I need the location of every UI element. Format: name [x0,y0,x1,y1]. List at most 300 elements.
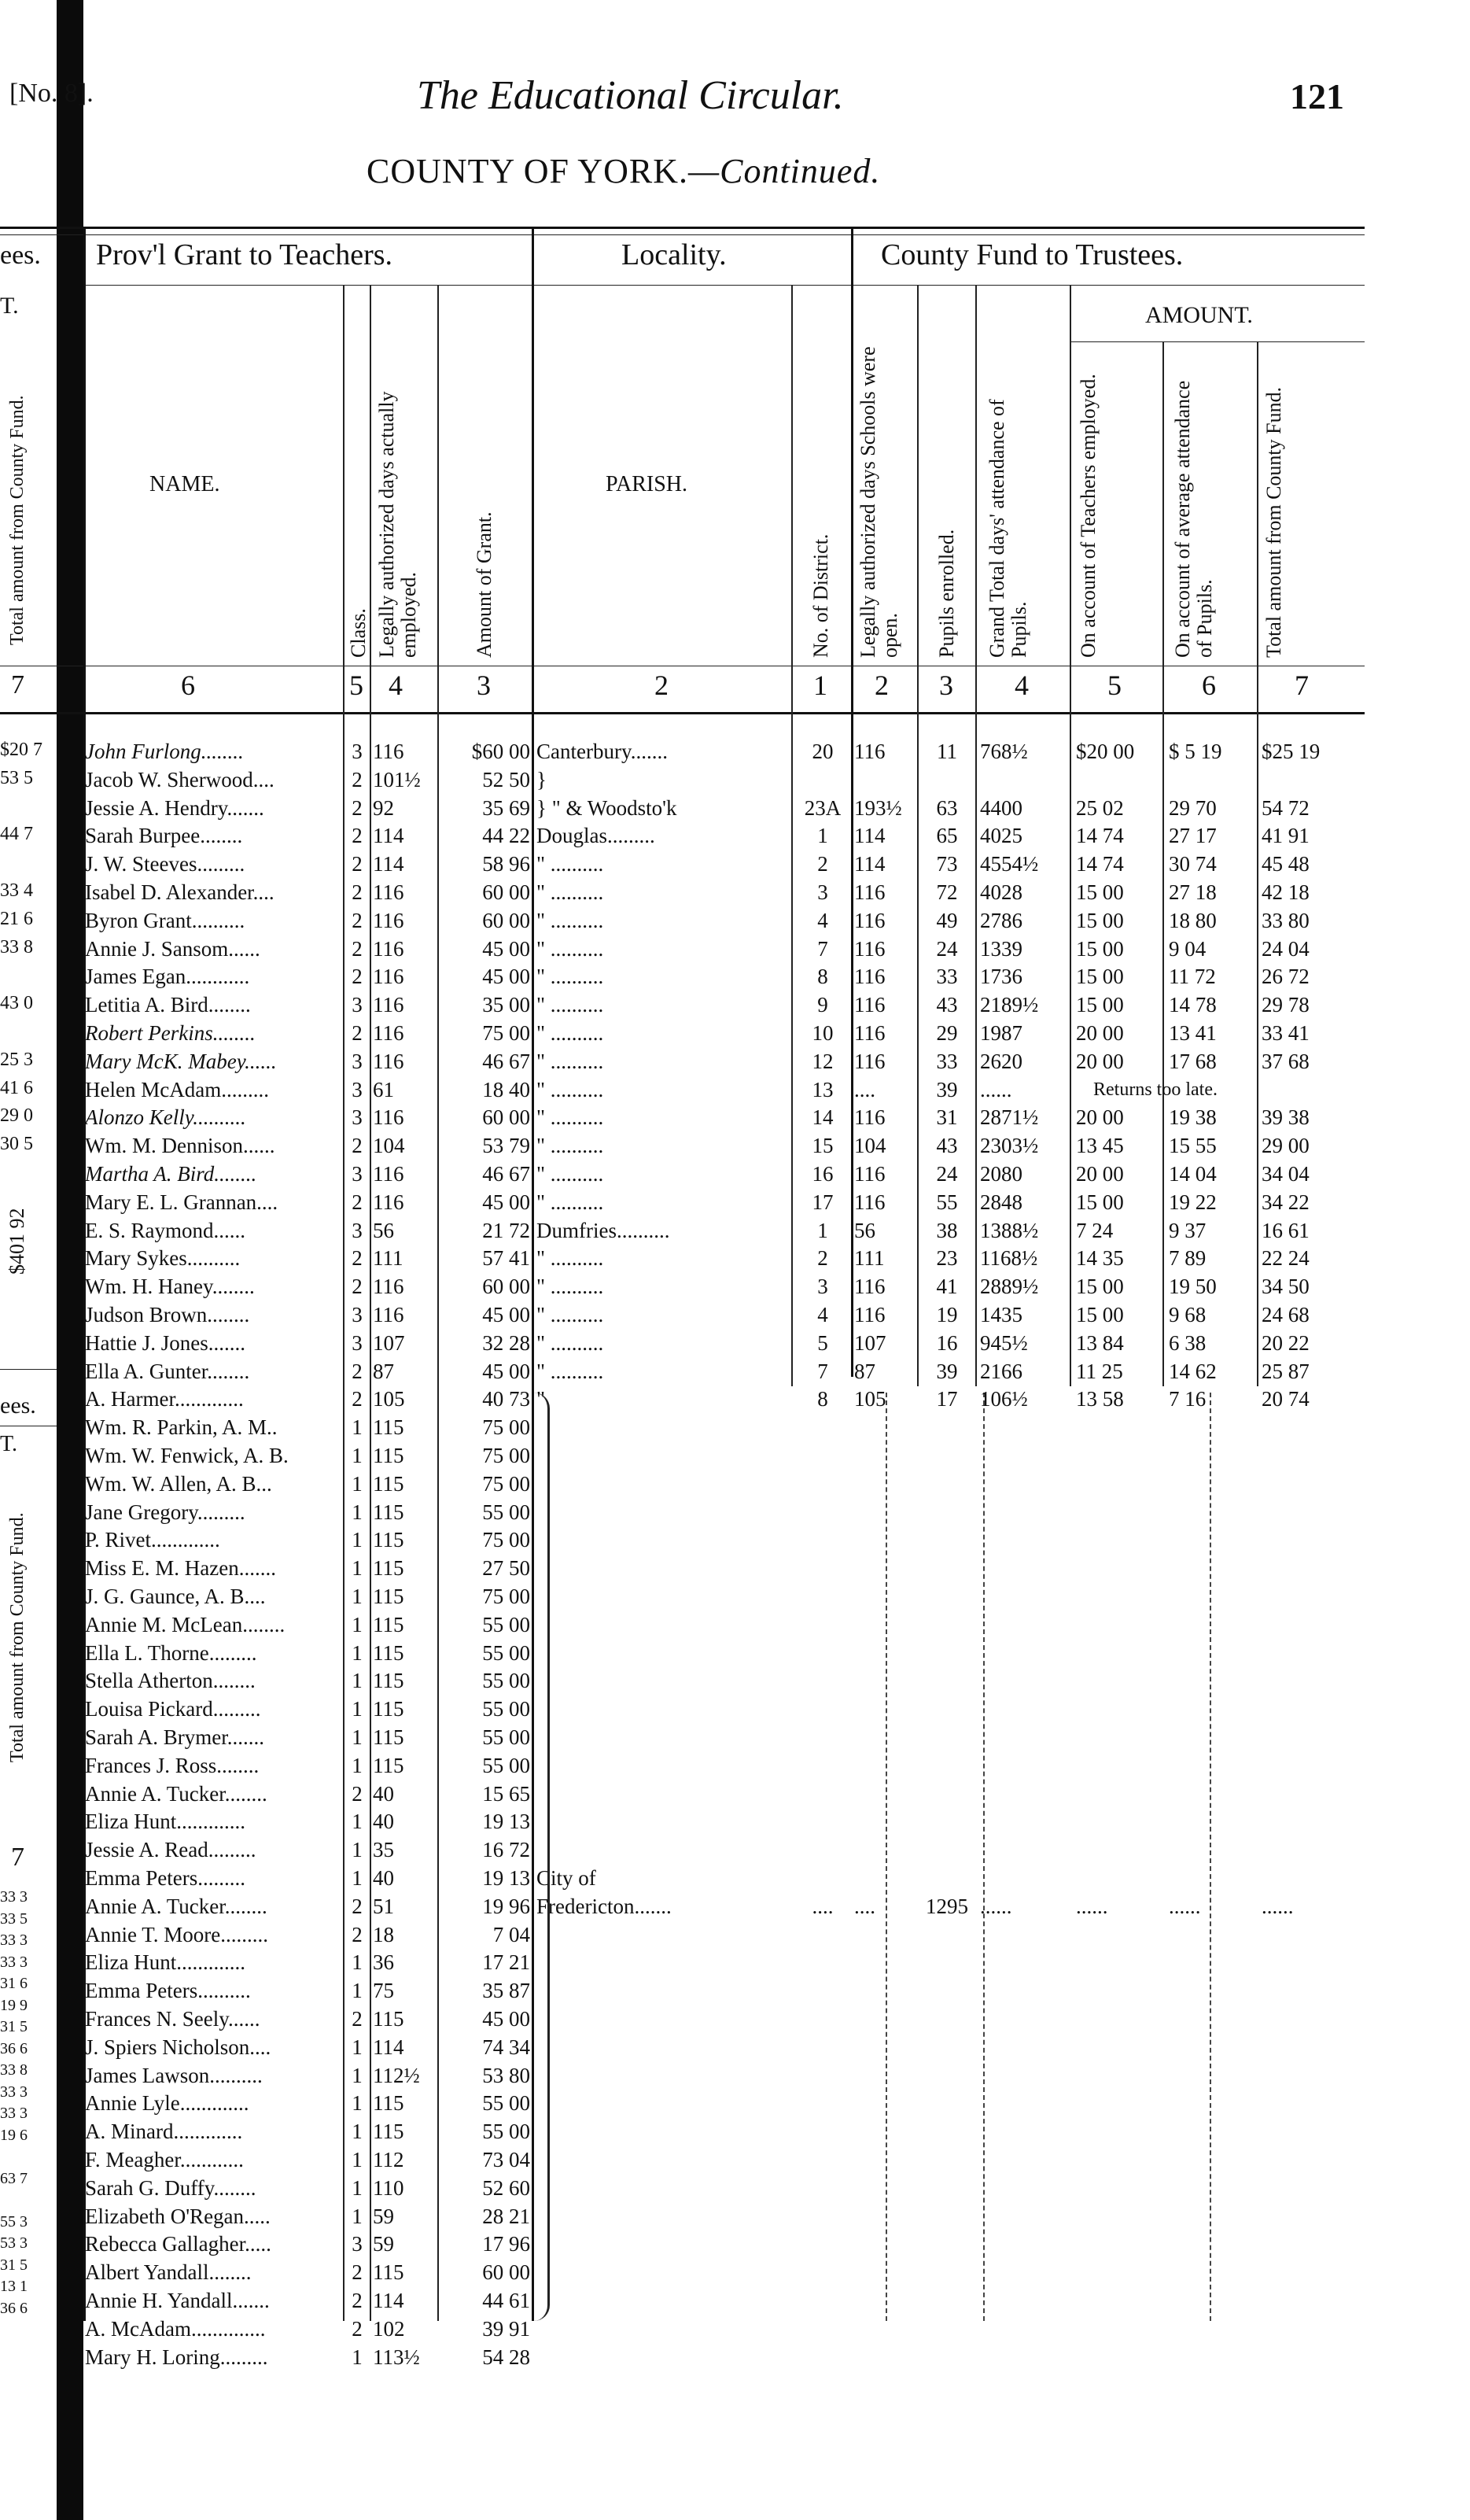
left-page-value: 25 3 [0,1049,33,1070]
table-row [0,738,1470,765]
cell-amount: 35 69 [482,795,530,820]
cell-amount: 75 00 [482,1444,530,1467]
column-number: 2 [654,670,669,701]
cell-enrolled: 16 [936,1330,958,1355]
cell-days: 40 [373,1781,394,1806]
cell-a5: 14 74 [1076,852,1124,876]
cell-a6: 30 74 [1169,852,1217,876]
cell-amount: 54 28 [482,2345,530,2369]
cell-name: Mary H. Loring......... [85,2345,268,2369]
left-page-value: 33 3 [0,1932,28,1949]
cell-days: 114 [373,2289,404,2312]
section-title-main: COUNTY OF YORK. [367,152,688,190]
cell-enrolled: 41 [936,1275,958,1299]
cell-enrolled: 65 [936,824,958,848]
left-page-value: 33 4 [0,880,33,901]
cell-a6: 19 50 [1169,1275,1217,1299]
cell-a6: 6 38 [1169,1330,1207,1355]
column-header-total-attendance [986,343,1030,658]
cell-enrolled: 63 [936,795,958,820]
column-header-class: Class. [347,608,370,658]
cell-a7: 26 72 [1262,965,1310,989]
cell-amount: 19 13 [482,1866,530,1890]
cell-parish: " .......... [536,1049,604,1073]
cell-name: Wm. M. Dennison...... [85,1134,275,1158]
cell-name: Sarah Burpee........ [85,824,243,848]
cell-days: 35 [373,1838,394,1862]
cell-district: 8 [817,1387,828,1411]
cell-attendance: 4400 [980,795,1022,820]
table-row [0,2062,1470,2089]
cell-class: 2 [352,2289,363,2312]
cell-days: 36 [373,1950,394,1975]
cell-a6: 7 89 [1169,1246,1207,1271]
cell-attendance: 1736 [980,965,1022,989]
cell-a5: 15 00 [1076,1303,1124,1326]
cell-days: 40 [373,1866,394,1890]
cell-name: Jessie A. Read......... [85,1838,256,1862]
cell-class: 2 [352,965,363,989]
cell-amount: 15 65 [482,1781,530,1806]
cell-amount: 7 04 [492,1922,530,1946]
cell-days: 115 [373,2120,404,2144]
cell-amount: 60 00 [482,1105,530,1130]
table-row [0,1414,1470,1441]
cell-a5: ...... [1076,1894,1108,1918]
cell-parish: " .......... [536,1359,604,1383]
cell-class: 1 [352,1669,363,1693]
cell-a6: 27 17 [1169,824,1217,848]
cell-district: 15 [812,1134,834,1158]
cell-name: F. Meagher............ [85,2148,244,2171]
cell-parish: " .......... [536,908,604,932]
cell-name: Wm. H. Haney........ [85,1275,255,1299]
cell-days: 75 [373,1979,394,2003]
cell-enrolled: 55 [936,1190,958,1214]
cell-class: 3 [352,740,363,763]
cell-days: 116 [373,740,404,763]
cell-days: 116 [373,1275,404,1299]
column-header-name: NAME. [149,472,220,496]
cell-a6: ...... [1169,1894,1201,1918]
cell-open: 116 [854,908,886,932]
cell-enrolled: 49 [936,908,958,932]
cell-attendance: 2620 [980,1049,1022,1073]
cell-name: Miss E. M. Hazen....... [85,1556,276,1581]
cell-district: 8 [817,965,828,989]
cell-parish: " .......... [536,1162,604,1186]
column-header-on-account-teachers [1078,367,1100,658]
table-row [0,1526,1470,1553]
cell-class: 2 [352,824,363,848]
left-page-value: 33 3 [0,1888,28,1906]
table-row [0,1442,1470,1469]
cell-days: 115 [373,1640,404,1665]
left-page-value: 19 6 [0,2126,28,2144]
cell-days: 116 [373,1105,404,1130]
cell-a5: 13 45 [1076,1134,1124,1158]
left-page-value: 53 5 [0,767,33,788]
cell-amount: 46 67 [482,1162,530,1186]
column-header-legal-days [376,312,420,658]
table-row [0,850,1470,877]
cell-class: 1 [352,2091,363,2116]
cell-amount: 46 67 [482,1049,530,1073]
table-row [0,1104,1470,1131]
cell-class: 2 [352,936,363,961]
column-number: 2 [875,670,889,701]
cell-days: 115 [373,1669,404,1693]
cell-name: Judson Brown........ [85,1303,250,1326]
journal-title: The Educational Circular. [417,73,844,118]
cell-class: 1 [352,1585,363,1608]
cell-amount: 17 96 [482,2232,530,2256]
cell-amount: 60 00 [482,2260,530,2285]
cell-class: 1 [352,2063,363,2087]
cell-open: 116 [854,1021,886,1045]
cell-a5: 20 00 [1076,1162,1124,1186]
cell-parish: " .......... [536,1246,604,1271]
cell-amount: 40 73 [482,1387,530,1411]
cell-class: 1 [352,1950,363,1975]
column-number: 4 [1015,670,1029,701]
cell-name: J. W. Steeves......... [85,852,245,876]
table-row [0,2118,1470,2145]
column-number: 4 [389,670,403,701]
cell-parish: " .......... [536,880,604,904]
cell-amount: 44 22 [482,824,530,848]
cell-amount: 19 96 [482,1894,530,1918]
cell-open: 116 [854,1275,886,1299]
cell-a6: 19 22 [1169,1190,1217,1214]
cell-a7: 33 80 [1262,908,1310,932]
cell-days: 115 [373,1753,404,1777]
cell-district: 4 [817,1303,828,1326]
cell-a5: $20 00 [1076,740,1135,763]
cell-attendance: ...... [980,1894,1012,1918]
section-title-suffix: —Continued. [687,152,881,190]
issue-number: [No. 8]. [9,79,94,108]
cell-enrolled: 23 [936,1246,958,1271]
column-number: 7 [1295,670,1309,701]
cell-attendance: 2080 [980,1162,1022,1186]
table-row [0,2203,1470,2230]
cell-open: 116 [854,1049,886,1073]
cell-enrolled: 24 [936,936,958,961]
cell-days: 116 [373,1303,404,1326]
cell-name: Albert Yandall........ [85,2260,252,2285]
cell-a7: 33 41 [1262,1021,1310,1045]
left-page-value: 29 0 [0,1105,33,1127]
table-row [0,1752,1470,1779]
header-bottom-rule [0,712,1365,714]
cell-a7: 42 18 [1262,880,1310,904]
left-page-subheader: T. [0,293,19,319]
cell-class: 1 [352,1612,363,1636]
cell-amount: 27 50 [482,1556,530,1581]
left-page-subheader-lower: T. [0,1432,18,1456]
cell-a6: 27 18 [1169,880,1217,904]
table-row [0,1132,1470,1159]
left-page-colnum-lower: 7 [11,1843,24,1872]
cell-a6: 9 68 [1169,1303,1207,1326]
cell-class: 3 [352,993,363,1017]
cell-class: 1 [352,2175,363,2200]
cell-days: 40 [373,1810,394,1834]
cell-name: Frances N. Seely...... [85,2007,260,2031]
cell-days: 116 [373,993,404,1017]
cell-amount: 55 00 [482,1753,530,1777]
cell-amount: 55 00 [482,1640,530,1665]
cell-a5: 20 00 [1076,1049,1124,1073]
cell-class: 2 [352,1894,363,1918]
amount-header-rule [1070,341,1365,342]
cell-district: 20 [812,740,834,763]
cell-attendance: 4554½ [980,852,1039,876]
cell-a5: 11 25 [1076,1359,1123,1383]
cell-a6: 9 37 [1169,1218,1207,1242]
column-header-total-from-fund [1263,367,1285,658]
column-header-total-attendance-text: Grand Total days' attendance of Pupils. [986,399,1030,658]
table-top-rule-2 [0,234,1365,235]
cell-parish: " .......... [536,1077,604,1101]
cell-amount: 60 00 [482,880,530,904]
cell-days: 115 [373,1500,404,1524]
cell-a6: 7 16 [1169,1387,1207,1411]
cell-district: 9 [817,993,828,1017]
cell-days: 115 [373,1725,404,1749]
cell-class: 1 [352,2035,363,2059]
cell-a5: 15 00 [1076,965,1124,989]
cell-class: 1 [352,1866,363,1890]
cell-class: 2 [352,1134,363,1158]
left-page-value: 13 1 [0,2278,28,2295]
cell-a7: 24 68 [1262,1303,1310,1326]
cell-open: .... [854,1077,875,1101]
column-header-on-account-attendance [1172,367,1216,658]
cell-days: 59 [373,2204,394,2228]
cell-amount: 55 00 [482,2091,530,2116]
column-header-total-from-fund-text: Total amount from County Fund. [1262,386,1285,658]
cell-name: Sarah A. Brymer....... [85,1725,264,1749]
cell-class: 2 [352,795,363,820]
cell-name: Jane Gregory......... [85,1500,245,1524]
cell-class: 2 [352,1387,363,1411]
group-header-amount: AMOUNT. [1145,302,1253,328]
table-row [0,1048,1470,1075]
city-bracket [532,1393,550,2321]
cell-name: Mary Sykes.......... [85,1246,241,1271]
cell-name: Isabel D. Alexander.... [85,880,274,904]
cell-open: 193½ [854,795,902,820]
cell-parish: " .......... [536,1303,604,1326]
cell-class: 2 [352,908,363,932]
cell-class: 3 [352,2232,363,2256]
cell-a6: 14 04 [1169,1162,1217,1186]
table-row [0,1358,1470,1385]
cell-name: Wm. R. Parkin, A. M.. [85,1415,278,1440]
column-number: 3 [939,670,953,701]
left-page-rotated-header-lower: Total amount from County Fund. [7,1512,28,1762]
cell-a6: 17 68 [1169,1049,1217,1073]
cell-attendance: 2786 [980,908,1022,932]
table-row [0,1385,1470,1412]
cell-attendance: 1388½ [980,1218,1039,1242]
cell-days: 116 [373,936,404,961]
cell-amount: 55 00 [482,1612,530,1636]
cell-amount: 52 50 [482,767,530,791]
cell-amount: 35 00 [482,993,530,1017]
cell-amount: $60 00 [471,740,530,763]
cell-class: 1 [352,1725,363,1749]
cell-district: 14 [812,1105,834,1130]
table-row [0,879,1470,906]
table-row [0,1836,1470,1863]
cell-attendance: ...... [980,1077,1012,1101]
cell-amount: 17 21 [482,1950,530,1975]
table-row [0,2005,1470,2032]
cell-amount: 55 00 [482,1725,530,1749]
cell-attendance: 1435 [980,1303,1022,1326]
table-row [0,1921,1470,1948]
table-row [0,1865,1470,1891]
cell-name: J. Spiers Nicholson.... [85,2035,271,2059]
table-row [0,963,1470,990]
cell-open: 104 [854,1134,886,1158]
cell-parish: " [536,1387,546,1411]
cell-name: Sarah G. Duffy........ [85,2175,256,2200]
cell-days: 116 [373,880,404,904]
cell-a5: 14 35 [1076,1246,1124,1271]
cell-a6: 9 04 [1169,936,1207,961]
column-header-no-of-district: No. of District. [809,533,832,658]
cell-name: James Egan............ [85,965,250,989]
cell-amount: 73 04 [482,2148,530,2171]
cell-days: 116 [373,1162,404,1186]
cell-parish: " .......... [536,993,604,1017]
table-row [0,2090,1470,2116]
cell-parish: } " & Woodsto'k [536,795,677,820]
cell-attendance: 2166 [980,1359,1022,1383]
cell-name: Elizabeth O'Regan..... [85,2204,271,2228]
cell-open: 107 [854,1330,886,1355]
cell-district: 1 [817,1218,828,1242]
cell-name: Annie A. Tucker........ [85,1781,267,1806]
cell-open: .... [854,1894,875,1918]
cell-amount: 75 00 [482,1415,530,1440]
cell-a7: 24 04 [1262,936,1310,961]
cell-a7: 54 72 [1262,795,1310,820]
cell-a7: $25 19 [1262,740,1321,763]
cell-amount: 45 00 [482,936,530,961]
cell-name: James Lawson.......... [85,2063,263,2087]
column-header-amount-of-grant: Amount of Grant. [473,511,496,658]
cell-a7: 29 78 [1262,993,1310,1017]
left-page-value: 44 7 [0,824,33,845]
cell-enrolled: 33 [936,965,958,989]
cell-days: 87 [373,1359,394,1383]
cell-days: 115 [373,2091,404,2116]
left-page-value: 33 8 [0,2061,28,2079]
cell-a5: 7 24 [1076,1218,1114,1242]
column-number: 5 [1107,670,1122,701]
cell-district: 2 [817,1246,828,1271]
cell-amount: 45 00 [482,2007,530,2031]
table-top-rule [0,227,1365,229]
table-row [0,795,1470,821]
cell-enrolled: 38 [936,1218,958,1242]
table-row [0,1949,1470,1976]
cell-name: Emma Peters.......... [85,1979,251,2003]
cell-name: Mary E. L. Grannan.... [85,1190,278,1214]
left-page-value: 33 8 [0,936,33,957]
cell-class: 1 [352,1697,363,1721]
cell-a5: 15 00 [1076,993,1124,1017]
cell-parish: City of [536,1866,596,1890]
cell-enrolled: 29 [936,1021,958,1045]
cell-days: 114 [373,2035,404,2059]
table-row [0,766,1470,793]
cell-attendance: 2303½ [980,1134,1039,1158]
cell-class: 2 [352,2007,363,2031]
cell-class: 2 [352,1922,363,1946]
cell-days: 115 [373,2007,404,2031]
table-row [0,2259,1470,2286]
cell-class: 1 [352,1640,363,1665]
cell-open: 116 [854,1162,886,1186]
cell-amount: 74 34 [482,2035,530,2059]
cell-amount: 45 00 [482,1303,530,1326]
cell-parish: Douglas......... [536,824,655,848]
cell-class: 1 [352,1556,363,1581]
cell-parish: Canterbury....... [536,740,668,763]
column-number: 6 [1202,670,1216,701]
cell-district: 3 [817,880,828,904]
cell-days: 102 [373,2316,405,2341]
cell-amount: 18 40 [482,1077,530,1101]
cell-a5: 15 00 [1076,1275,1124,1299]
table-row [0,1640,1470,1666]
cell-a5: Returns too late. [1093,1079,1218,1100]
cell-class: 2 [352,1781,363,1806]
cell-amount: 52 60 [482,2175,530,2200]
cell-amount: 60 00 [482,908,530,932]
cell-amount: 39 91 [482,2316,530,2341]
cell-name: Robert Perkins........ [85,1021,256,1045]
cell-name: Annie A. Tucker........ [85,1894,267,1918]
cell-enrolled: 17 [936,1387,958,1411]
cell-name: A. McAdam.............. [85,2316,266,2341]
cell-district: 23A [804,795,842,820]
cell-a5: 13 58 [1076,1387,1124,1411]
cell-parish: " .......... [536,1105,604,1130]
cell-class: 2 [352,767,363,791]
cell-days: 116 [373,1049,404,1073]
cell-class: 2 [352,1021,363,1045]
cell-a5: 20 00 [1076,1105,1124,1130]
cell-a6: 13 41 [1169,1021,1217,1045]
cell-a6: 19 38 [1169,1105,1217,1130]
cell-parish: " .......... [536,965,604,989]
column-number: 5 [349,670,363,701]
table-row [0,1695,1470,1722]
cell-days: 61 [373,1077,394,1101]
column-header-parish: PARISH. [606,472,688,496]
cell-amount: 28 21 [482,2204,530,2228]
cell-parish: } [536,767,547,791]
column-number: 6 [181,670,195,701]
cell-name: Ella A. Gunter........ [85,1359,250,1383]
